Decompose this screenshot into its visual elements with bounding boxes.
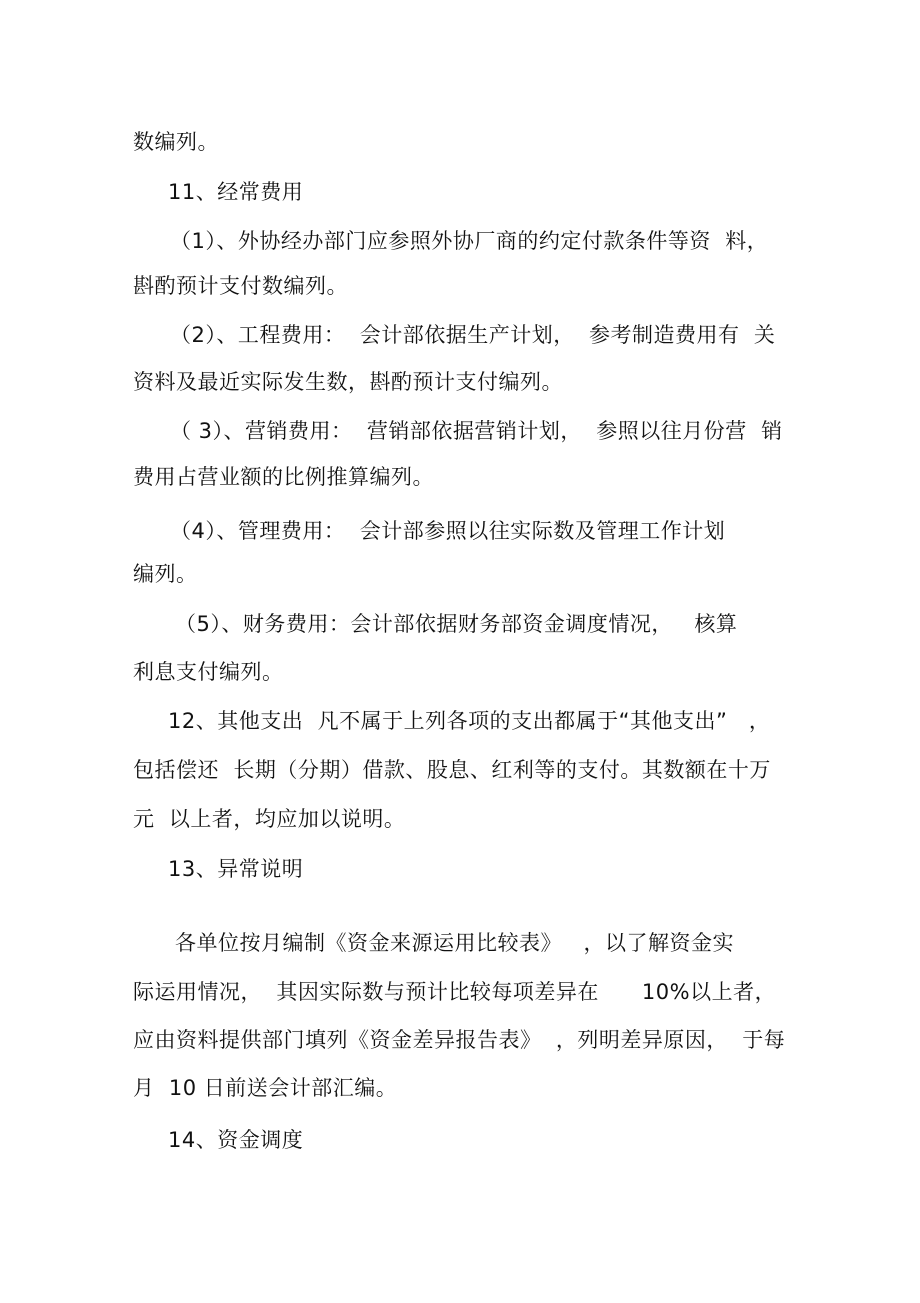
text-line: 资料及最近实际发生数，斟酌预计支付编列。 <box>133 370 563 394</box>
text-line: 利息支付编列。 <box>133 660 284 684</box>
text-line: （4）、管理费用： 会计部参照以往实际数及管理工作计划 <box>170 519 726 543</box>
section-heading-13: 13、异常说明 <box>168 857 304 881</box>
text-line: 应由资料提供部门填列《资金差异报告表》 ，列明差异原因， 于每 <box>133 1028 786 1052</box>
text-line: 各单位按月编制《资金来源运用比较表》 ，以了解资金实 <box>175 931 735 955</box>
text-line: 际运用情况， 其因实际数与预计比较每项差异在 10%以上者， <box>133 980 777 1004</box>
section-heading-14: 14、资金调度 <box>168 1128 304 1152</box>
text-line: 费用占营业额的比例推算编列。 <box>133 465 434 489</box>
text-line: 月 10 日前送会计部汇编。 <box>133 1076 398 1100</box>
text-line: （1）、外协经办部门应参照外协厂商的约定付款条件等资 料， <box>170 229 769 253</box>
text-line: （ 3）、营销费用： 营销部依据营销计划， 参照以往月份营 销 <box>170 419 783 443</box>
text-line: 数编列。 <box>133 130 219 154</box>
section-heading-12: 12、其他支出 凡不属于上列各项的支出都属于“其他支出” ， <box>168 709 771 733</box>
text-line: （5）、财务费用：会计部依据财务部资金调度情况， 核算 <box>175 612 738 636</box>
text-line: 元 以上者，均应加以说明。 <box>133 807 406 831</box>
text-line: （2）、工程费用： 会计部依据生产计划， 参考制造费用有 关 <box>170 323 776 347</box>
text-line: 斟酌预计支付数编列。 <box>133 274 348 298</box>
section-heading-11: 11、经常费用 <box>168 180 304 204</box>
text-line: 包括偿还 长期（分期）借款、股息、红利等的支付。其数额在十万 <box>133 758 771 782</box>
text-line: 编列。 <box>133 562 198 586</box>
